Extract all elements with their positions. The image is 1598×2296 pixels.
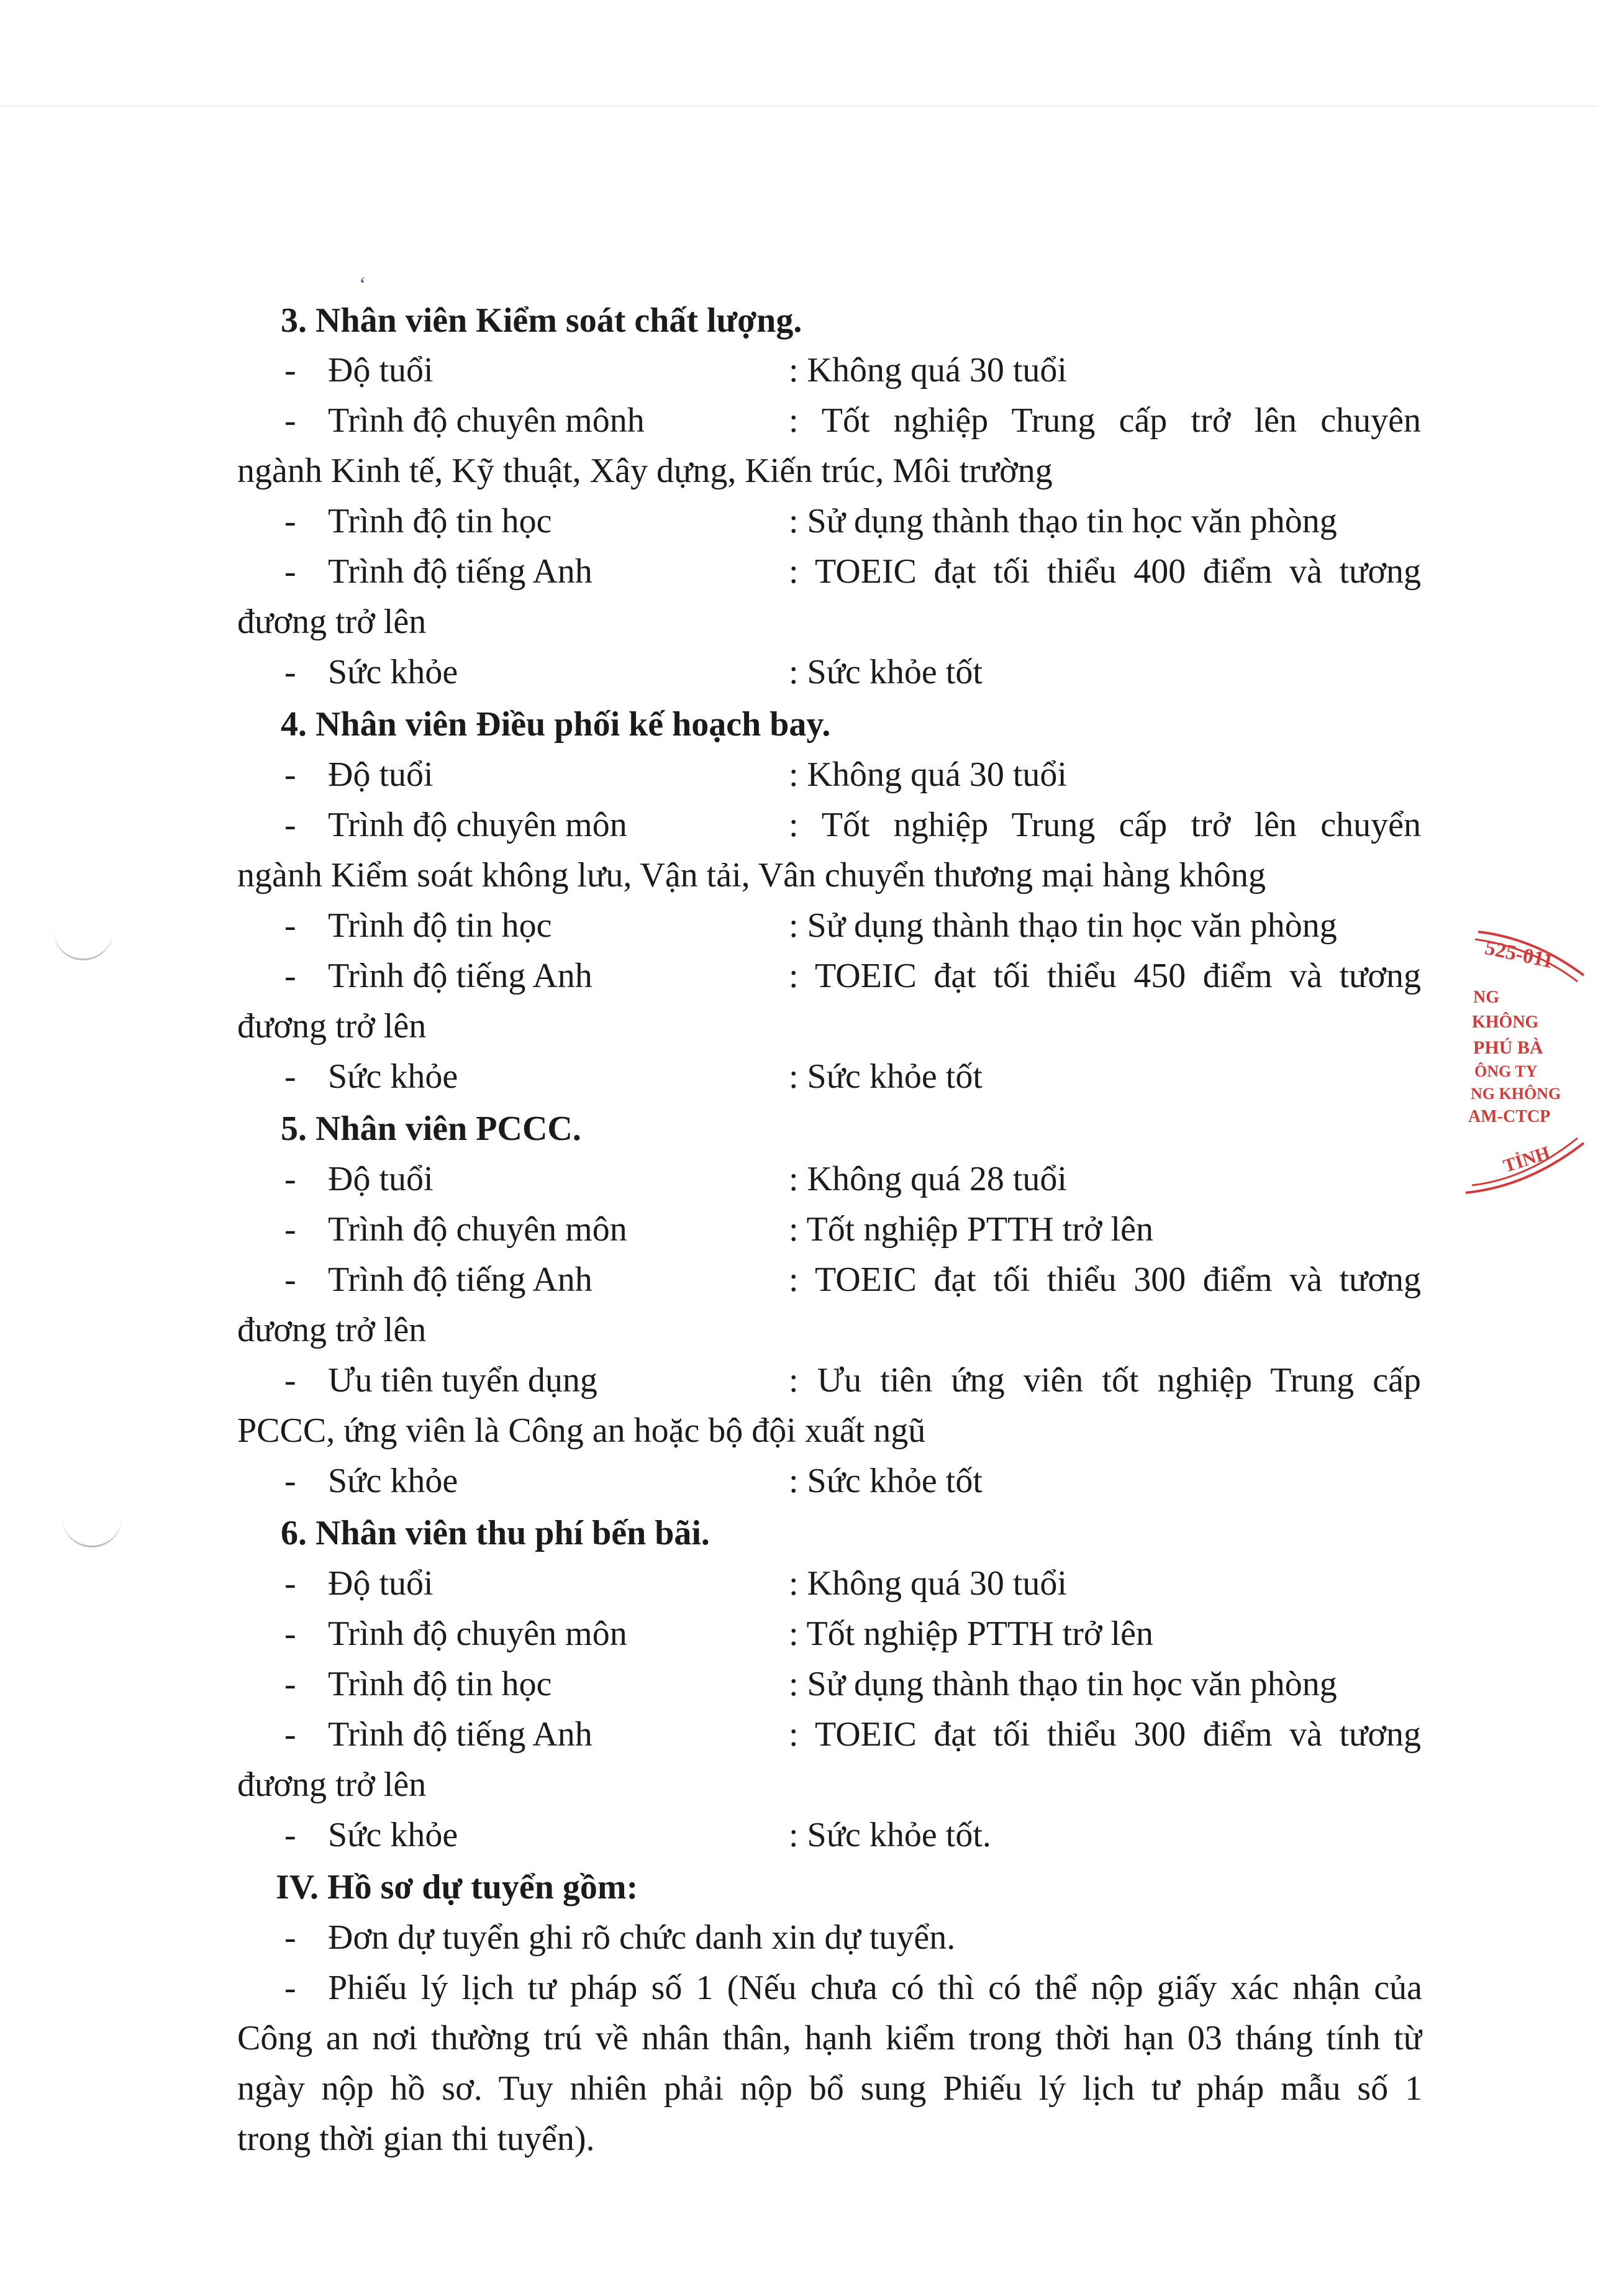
- field-value: : Sử dụng thành thạo tin học văn phòng: [789, 1665, 1337, 1703]
- bullet-dash: -: [284, 653, 296, 691]
- field-label: Sức khỏe: [328, 1816, 458, 1854]
- field-value-continued: ngành Kinh tế, Kỹ thuật, Xây dựng, Kiến trúc, Môi trường: [237, 452, 1053, 490]
- company-seal-stamp: [1460, 919, 1596, 1211]
- section-title: 3. Nhân viên Kiểm soát chất lượng.: [281, 301, 802, 340]
- list-item: Đơn dự tuyển ghi rõ chức danh xin dự tuyển.: [328, 1918, 956, 1957]
- field-label: Độ tuổi: [328, 1564, 434, 1603]
- ink-speck: ʻ: [359, 273, 366, 296]
- field-value: : Tốt nghiệp Trung cấp trở lên chuyển: [789, 806, 1421, 844]
- bullet-dash: -: [284, 401, 296, 440]
- bullet-dash: -: [284, 1260, 296, 1299]
- field-value: : Ưu tiên ứng viên tốt nghiệp Trung cấp: [789, 1361, 1421, 1400]
- bullet-dash: -: [284, 1057, 296, 1096]
- stamp-text: 525-011: [1482, 936, 1556, 973]
- field-value-continued: PCCC, ứng viên là Công an hoặc bộ đội xuất ngũ: [237, 1411, 926, 1450]
- stamp-text: KHÔNG: [1472, 1013, 1539, 1032]
- field-label: Độ tuổi: [328, 351, 434, 390]
- field-label: Trình độ tiếng Anh: [328, 1260, 592, 1299]
- field-label: Độ tuổi: [328, 755, 434, 794]
- section-title: 4. Nhân viên Điều phối kế hoạch bay.: [281, 705, 831, 744]
- field-value-continued: đương trở lên: [237, 603, 427, 641]
- field-label: Trình độ tin học: [328, 1665, 552, 1703]
- field-value-continued: đương trở lên: [237, 1765, 427, 1804]
- field-label: Sức khỏe: [328, 1462, 458, 1500]
- field-label: Trình độ tin học: [328, 502, 552, 540]
- field-label: Trình độ chuyên môn: [328, 806, 627, 844]
- bullet-dash: -: [284, 502, 296, 540]
- field-label: Sức khỏe: [328, 1057, 458, 1096]
- field-label: Ưu tiên tuyển dụng: [328, 1361, 597, 1400]
- field-value-continued: ngành Kiểm soát không lưu, Vận tải, Vân chuyển thương mại hàng không: [237, 856, 1266, 895]
- stamp-text: TỈNH: [1500, 1142, 1553, 1177]
- field-value-continued: đương trở lên: [237, 1007, 427, 1046]
- bullet-dash: -: [284, 755, 296, 794]
- field-label: Độ tuổi: [328, 1160, 434, 1198]
- field-label: Trình độ chuyên mônh: [328, 401, 645, 440]
- field-value: : Sử dụng thành thạo tin học văn phòng: [789, 502, 1337, 540]
- field-value-continued: đương trở lên: [237, 1311, 427, 1349]
- field-value: : Sử dụng thành thạo tin học văn phòng: [789, 906, 1337, 945]
- field-label: Trình độ tiếng Anh: [328, 957, 592, 995]
- field-label: Sức khỏe: [328, 653, 458, 691]
- list-item-continued: ngày nộp hồ sơ. Tuy nhiên phải nộp bổ sung Phiếu lý lịch tư pháp mẫu số 1: [237, 2069, 1422, 2108]
- field-label: Trình độ tiếng Anh: [328, 1715, 592, 1754]
- bullet-dash: -: [284, 957, 296, 995]
- field-value: : Tốt nghiệp PTTH trở lên: [789, 1210, 1153, 1249]
- bullet-dash: -: [284, 806, 296, 844]
- bullet-dash: -: [284, 906, 296, 945]
- section-title: 5. Nhân viên PCCC.: [281, 1109, 581, 1148]
- bullet-dash: -: [284, 351, 296, 390]
- field-label: Trình độ tin học: [328, 906, 552, 945]
- field-value: : TOEIC đạt tối thiểu 300 điểm và tương: [789, 1260, 1421, 1299]
- bullet-dash: -: [284, 1564, 296, 1603]
- list-item-continued: trong thời gian thi tuyển).: [237, 2120, 595, 2158]
- bullet-dash: -: [284, 1665, 296, 1703]
- field-label: Trình độ chuyên môn: [328, 1210, 627, 1249]
- field-value: : Sức khỏe tốt: [789, 1057, 983, 1096]
- field-value: : Sức khỏe tốt: [789, 1462, 983, 1500]
- bullet-dash: -: [284, 1918, 296, 1957]
- field-value: : TOEIC đạt tối thiểu 450 điểm và tương: [789, 957, 1421, 995]
- field-value: : Tốt nghiệp PTTH trở lên: [789, 1615, 1153, 1653]
- field-value: : TOEIC đạt tối thiểu 400 điểm và tương: [789, 552, 1421, 591]
- section-title: 6. Nhân viên thu phí bến bãi.: [281, 1514, 710, 1552]
- field-value: : Không quá 30 tuổi: [789, 351, 1067, 390]
- stamp-text: ÔNG TY: [1474, 1062, 1538, 1080]
- bullet-dash: -: [284, 1210, 296, 1249]
- bullet-dash: -: [284, 1462, 296, 1500]
- list-item: Phiếu lý lịch tư pháp số 1 (Nếu chưa có thì có thể nộp giấy xác nhận của: [328, 1969, 1422, 2007]
- stamp-text: AM-CTCP: [1468, 1107, 1551, 1126]
- list-item-continued: Công an nơi thường trú về nhân thân, hạnh kiểm trong thời hạn 03 tháng tính từ: [237, 2019, 1422, 2057]
- field-label: Trình độ chuyên môn: [328, 1615, 627, 1653]
- field-value: : Sức khỏe tốt: [789, 653, 983, 691]
- bullet-dash: -: [284, 1361, 296, 1400]
- bullet-dash: -: [284, 1969, 296, 2007]
- bullet-dash: -: [284, 1816, 296, 1854]
- field-value: : TOEIC đạt tối thiểu 300 điểm và tương: [789, 1715, 1421, 1754]
- field-value: : Tốt nghiệp Trung cấp trở lên chuyên: [789, 401, 1421, 440]
- field-value: : Không quá 30 tuổi: [789, 755, 1067, 794]
- field-value: : Sức khỏe tốt.: [789, 1816, 991, 1854]
- bullet-dash: -: [284, 1615, 296, 1653]
- stamp-text: NG: [1473, 988, 1499, 1007]
- field-label: Trình độ tiếng Anh: [328, 552, 592, 591]
- field-value: : Không quá 28 tuổi: [789, 1160, 1067, 1198]
- bullet-dash: -: [284, 552, 296, 591]
- section-title: IV. Hồ sơ dự tuyển gồm:: [276, 1868, 638, 1906]
- bullet-dash: -: [284, 1160, 296, 1198]
- field-value: : Không quá 30 tuổi: [789, 1564, 1067, 1603]
- stamp-text: PHÚ BÀ: [1473, 1037, 1543, 1058]
- stamp-text: NG KHÔNG: [1471, 1085, 1561, 1103]
- bullet-dash: -: [284, 1715, 296, 1754]
